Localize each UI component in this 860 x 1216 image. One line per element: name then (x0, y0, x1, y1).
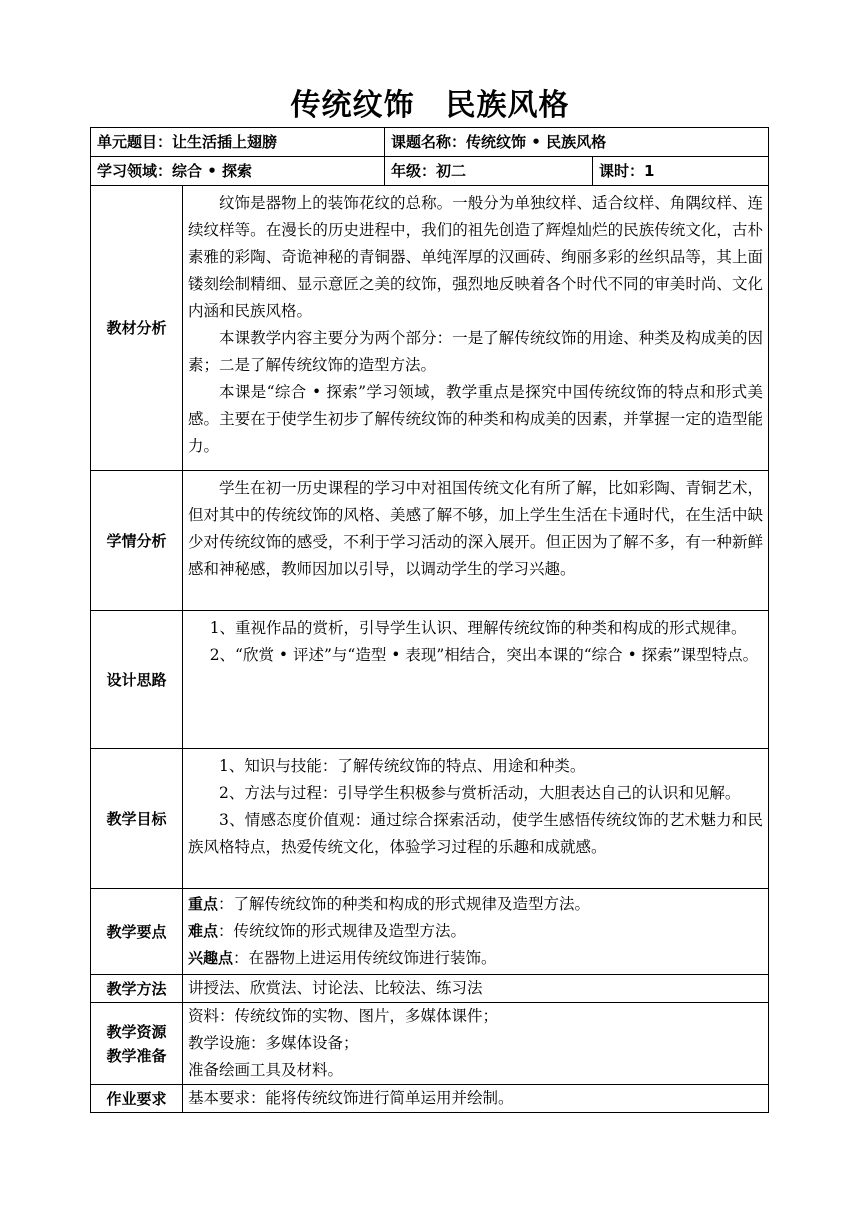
resources-row (91, 1003, 769, 1085)
resources-label-line: 教学资源 (106, 1022, 167, 1041)
design-label: 设计思路 (91, 611, 183, 749)
keypoint-item: 重点：了解传统纹饰的种类和构成的形式规律及造型方法。 (188, 895, 591, 913)
keypoint-term: 重点 (188, 895, 219, 913)
methods-row (91, 975, 769, 1003)
header-row-1 (91, 128, 769, 157)
students-paragraph: 学生在初一历史课程的学习中对祖国传统文化有所了解，比如彩陶、青铜艺术，但对其中的传统纹饰的风格、美感了解不够，加上学生生活在卡通时代，在生活中缺少对传统纹饰的感受，不利于学习活动的深入展开。但正因为了解不多，有一种新鲜感和神秘感，教师因加以引导，以调动学生的学习兴趣。 (188, 479, 764, 578)
goals-content (183, 749, 769, 889)
students-label: 学情分析 (91, 471, 183, 611)
domain-label: 学习领域： (97, 161, 173, 180)
lesson-name-cell (385, 128, 769, 157)
keypoints-content (183, 889, 769, 975)
hours-label: 课时： (599, 161, 645, 180)
material-label: 教材分析 (91, 186, 183, 471)
students-row (91, 471, 769, 611)
keypoints-row (91, 889, 769, 975)
lesson-name-value: 传统纹饰 • 民族风格 (466, 132, 607, 151)
keypoint-term: 难点 (188, 922, 219, 940)
keypoint-text: 了解传统纹饰的种类和构成的形式规律及造型方法。 (233, 895, 591, 913)
methods-label: 教学方法 (91, 975, 183, 1003)
keypoint-term: 兴趣点 (188, 949, 234, 967)
unit-title: 单元题目：让生活插上翅膀 (91, 128, 385, 157)
material-paragraph: 本课教学内容主要分为两个部分：一是了解传统纹饰的用途、种类及构成美的因素；二是了解传统纹饰的造型方法。 (188, 329, 764, 374)
grade-label: 年级： (391, 161, 437, 180)
resources-label (91, 1003, 183, 1085)
design-paragraph: 1、重视作品的赏析，引导学生认识、理解传统纹饰的种类和构成的形式规律。 (209, 619, 747, 637)
methods-content: 讲授法、欣赏法、讨论法、比较法、练习法 (183, 975, 769, 1003)
homework-label: 作业要求 (91, 1085, 183, 1113)
goals-paragraph: 2、方法与过程：引导学生积极参与赏析活动，大胆表达自己的认识和见解。 (219, 784, 741, 802)
keypoint-text: 在器物上进运用传统纹饰进行装饰。 (248, 949, 497, 967)
keypoint-text: 传统纹饰的形式规律及造型方法。 (233, 922, 467, 940)
resource-line: 教学设施：多媒体设备； (188, 1034, 359, 1052)
resources-label-line: 教学准备 (106, 1046, 167, 1065)
material-paragraph: 纹饰是器物上的装饰花纹的总称。一般分为单独纹样、适合纹样、角隅纹样、连续纹样等。在漫长的历史进程中，我们的祖先创造了辉煌灿烂的民族传统文化，古朴素雅的彩陶、奇诡神秘的青铜器、单纯浑厚的汉画砖、绚丽多彩的丝织品等，其上面镂刻绘制精细、显示意匠之美的纹饰，强烈地反映着各个时代不同的审美时尚、文化内涵和民族风格。 (188, 194, 764, 320)
lesson-name-label: 课题名称： (391, 132, 467, 151)
goals-row (91, 749, 769, 889)
material-row (91, 186, 769, 471)
resources-content (183, 1003, 769, 1085)
keypoint-item: 兴趣点：在器物上进运用传统纹饰进行装饰。 (188, 949, 497, 967)
design-row (91, 611, 769, 749)
homework-content: 基本要求：能将传统纹饰进行简单运用并绘制。 (183, 1085, 769, 1113)
page-title: 传统纹饰 民族风格 (290, 88, 570, 123)
hours-cell (593, 157, 769, 186)
header-row-2 (91, 157, 769, 186)
domain-cell (91, 157, 385, 186)
material-paragraph: 本课是“综合 • 探索”学习领域，教学重点是探究中国传统纹饰的特点和形式美感。主要在于使学生初步了解传统纹饰的种类和构成美的因素，并掌握一定的造型能力。 (188, 383, 764, 455)
design-content (183, 611, 769, 749)
keypoint-item: 难点：传统纹饰的形式规律及造型方法。 (188, 922, 467, 940)
grade-value: 初二 (436, 161, 467, 180)
hours-value: 1 (644, 161, 655, 180)
resource-line: 资料：传统纹饰的实物、图片，多媒体课件； (188, 1007, 499, 1025)
lesson-plan-table (90, 127, 769, 1113)
goals-paragraph: 1、知识与技能：了解传统纹饰的特点、用途和种类。 (219, 757, 586, 775)
goals-label: 教学目标 (91, 749, 183, 889)
grade-cell (385, 157, 593, 186)
domain-value: 综合 • 探索 (172, 161, 253, 180)
goals-paragraph: 3、情感态度价值观：通过综合探索活动，使学生感悟传统纹饰的艺术魅力和民族风格特点，热爱传统文化，体验学习过程的乐趣和成就感。 (188, 811, 764, 856)
keypoints-label: 教学要点 (91, 889, 183, 975)
material-content (183, 186, 769, 471)
homework-row (91, 1085, 769, 1113)
resource-line: 准备绘画工具及材料。 (188, 1061, 344, 1079)
students-content (183, 471, 769, 611)
design-paragraph: 2、“欣赏 • 评述”与“造型 • 表现”相结合，突出本课的“综合 • 探索”课型特点。 (209, 646, 759, 664)
